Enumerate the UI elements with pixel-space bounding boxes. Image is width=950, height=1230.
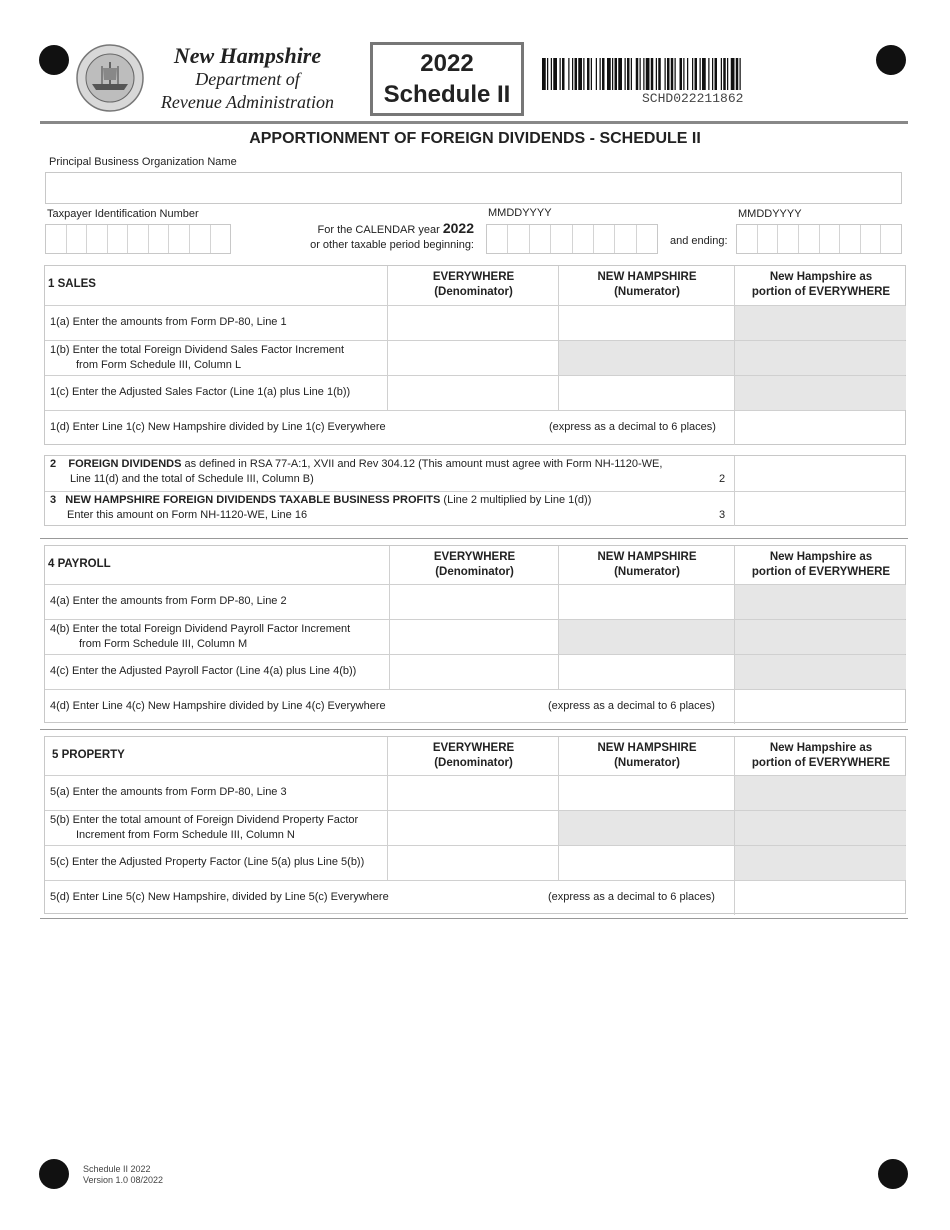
barcode-bar bbox=[740, 58, 741, 90]
line-5c-everywhere-input[interactable] bbox=[387, 846, 558, 880]
shaded-cell bbox=[734, 585, 906, 619]
shaded-cell bbox=[734, 620, 906, 654]
barcode-bar bbox=[680, 58, 683, 90]
divider bbox=[40, 538, 908, 539]
barcode-bar bbox=[602, 58, 605, 90]
payroll-title: 4 PAYROLL bbox=[48, 558, 111, 570]
calendar-prefix: For the CALENDAR year bbox=[317, 224, 440, 236]
period-end-input[interactable] bbox=[736, 224, 902, 254]
barcode-bar bbox=[568, 58, 569, 90]
period-begin-input[interactable] bbox=[486, 224, 658, 254]
barcode-bar bbox=[553, 58, 557, 90]
line-5b-everywhere-input[interactable] bbox=[387, 811, 558, 845]
and-ending-label: and ending: bbox=[670, 235, 728, 247]
line-2-ref: 2 bbox=[719, 473, 726, 485]
date-format-begin: MMDDYYYY bbox=[488, 207, 552, 219]
line-5c-nh-input[interactable] bbox=[558, 846, 734, 880]
line-4d-note: (express as a decimal to 6 places) bbox=[548, 700, 715, 712]
line-1d-portion-input[interactable] bbox=[734, 411, 906, 445]
org-name-label: Principal Business Organization Name bbox=[49, 156, 237, 168]
calendar-year-label bbox=[250, 221, 474, 238]
barcode-bar bbox=[587, 58, 590, 90]
barcode-bar bbox=[551, 58, 552, 90]
barcode-bar bbox=[665, 58, 666, 90]
divider bbox=[40, 729, 908, 730]
col-new-hampshire: NEW HAMPSHIRE (Numerator) bbox=[597, 271, 697, 298]
col-everywhere: EVERYWHERE (Denominator) bbox=[433, 551, 516, 578]
registration-mark-bottom-right bbox=[878, 1159, 908, 1189]
org-name-line1: New Hampshire bbox=[173, 43, 322, 68]
line-1b-everywhere-input[interactable] bbox=[387, 341, 558, 375]
line-4a-nh-input[interactable] bbox=[558, 585, 734, 619]
shaded-cell bbox=[734, 811, 906, 845]
line-4c-nh-input[interactable] bbox=[558, 655, 734, 689]
col-new-hampshire: NEW HAMPSHIRE (Numerator) bbox=[597, 742, 697, 769]
col-everywhere: EVERYWHERE (Denominator) bbox=[432, 271, 515, 298]
org-name-line2: Department of bbox=[195, 69, 300, 89]
line-4b-label: 4(b) Enter the total Foreign Dividend Payroll Factor Increment from Form Schedule III, Column M bbox=[50, 623, 351, 650]
barcode-bar bbox=[600, 58, 601, 90]
barcode-bar bbox=[727, 58, 728, 90]
barcode-bar bbox=[618, 58, 622, 90]
line-4c-label: 4(c) Enter the Adjusted Payroll Factor (Line 4(a) plus Line 4(b)) bbox=[50, 665, 357, 677]
line-4a-everywhere-input[interactable] bbox=[389, 585, 558, 619]
barcode-bar bbox=[627, 58, 630, 90]
barcode-bar bbox=[612, 58, 613, 90]
line-4c-everywhere-input[interactable] bbox=[389, 655, 558, 689]
shaded-cell bbox=[558, 811, 734, 845]
barcode-bar bbox=[562, 58, 565, 90]
line-3-ref: 3 bbox=[719, 509, 726, 521]
date-format-end: MMDDYYYY bbox=[738, 208, 802, 220]
page-title: APPORTIONMENT OF FOREIGN DIVIDENDS - SCHEDULE II bbox=[249, 130, 701, 147]
barcode-bar bbox=[692, 58, 693, 90]
shaded-cell bbox=[734, 306, 906, 340]
registration-mark-top-left bbox=[39, 45, 69, 75]
dividends-table bbox=[44, 455, 906, 526]
barcode-bar bbox=[643, 58, 644, 90]
col-portion: New Hampshire as portion of EVERYWHERE bbox=[751, 551, 891, 578]
barcode-bar bbox=[675, 58, 676, 90]
line-1a-label: 1(a) Enter the amounts from Form DP-80, Line 1 bbox=[50, 316, 287, 328]
line-4d-portion-input[interactable] bbox=[734, 690, 906, 724]
property-title: 5 PROPERTY bbox=[52, 749, 125, 761]
calendar-year: 2022 bbox=[442, 220, 474, 236]
barcode-bar bbox=[583, 58, 584, 90]
period-beginning-label: or other taxable period beginning: bbox=[310, 239, 474, 251]
org-name-input[interactable] bbox=[45, 172, 902, 204]
line-4a-label: 4(a) Enter the amounts from Form DP-80, Line 2 bbox=[50, 595, 287, 607]
line-5c-label: 5(c) Enter the Adjusted Property Factor (Line 5(a) plus Line 5(b)) bbox=[50, 856, 365, 868]
org-name-line3: Revenue Administration bbox=[160, 92, 335, 112]
line-5a-label: 5(a) Enter the amounts from Form DP-80, Line 3 bbox=[50, 786, 287, 798]
barcode-bar bbox=[640, 58, 641, 90]
barcode-bar bbox=[715, 58, 718, 90]
line-5d-note: (express as a decimal to 6 places) bbox=[548, 891, 715, 903]
barcode-bar bbox=[631, 58, 632, 90]
line-1c-nh-input[interactable] bbox=[558, 376, 734, 410]
line-1b-label: 1(b) Enter the total Foreign Dividend Sales Factor Increment from Form Schedule III, Column L bbox=[50, 344, 345, 371]
barcode-bar bbox=[702, 58, 706, 90]
tin-input[interactable] bbox=[45, 224, 231, 254]
shaded-cell bbox=[558, 620, 734, 654]
state-seal-icon bbox=[76, 44, 144, 112]
barcode-bar bbox=[683, 58, 684, 90]
barcode-bar bbox=[695, 58, 698, 90]
barcode-bar bbox=[721, 58, 722, 90]
barcode-bar bbox=[687, 58, 688, 90]
line-5d-portion-input[interactable] bbox=[734, 881, 906, 915]
barcode-bar bbox=[700, 58, 701, 90]
col-everywhere: EVERYWHERE (Denominator) bbox=[432, 742, 515, 769]
property-table bbox=[44, 736, 906, 914]
col-portion: New Hampshire as portion of EVERYWHERE bbox=[751, 271, 891, 298]
barcode-bar bbox=[671, 58, 674, 90]
barcode-text: SCHD022211862 bbox=[642, 91, 744, 106]
line-5b-label: 5(b) Enter the total amount of Foreign Dividend Property Factor Increment from Form Schedule III, Column N bbox=[50, 814, 359, 841]
col-new-hampshire: NEW HAMPSHIRE (Numerator) bbox=[597, 551, 697, 578]
sales-table bbox=[44, 265, 906, 445]
tin-label: Taxpayer Identification Number bbox=[47, 208, 199, 220]
line-5a-everywhere-input[interactable] bbox=[387, 776, 558, 810]
shaded-cell bbox=[734, 341, 906, 375]
barcode-bar bbox=[712, 58, 713, 90]
barcode-bar bbox=[596, 58, 597, 90]
barcode-bar bbox=[615, 58, 618, 90]
barcode-bar bbox=[607, 58, 611, 90]
line-1d-label: 1(d) Enter Line 1(c) New Hampshire divided by Line 1(c) Everywhere bbox=[50, 421, 386, 433]
line-4b-everywhere-input[interactable] bbox=[389, 620, 558, 654]
barcode-bar bbox=[542, 58, 546, 90]
line-1a-nh-input[interactable] bbox=[558, 306, 734, 340]
shaded-cell bbox=[734, 776, 906, 810]
barcode-bar bbox=[646, 58, 650, 90]
registration-mark-bottom-left bbox=[39, 1159, 69, 1189]
shaded-cell bbox=[734, 655, 906, 689]
barcode-bar bbox=[723, 58, 726, 90]
barcode-bar bbox=[560, 58, 561, 90]
form-name: Schedule II bbox=[383, 81, 511, 108]
shaded-cell bbox=[558, 341, 734, 375]
payroll-table bbox=[44, 545, 906, 723]
col-portion: New Hampshire as portion of EVERYWHERE bbox=[751, 742, 891, 769]
footer-version: Version 1.0 08/2022 bbox=[83, 1175, 164, 1185]
barcode-bar bbox=[625, 58, 626, 90]
shaded-cell bbox=[734, 376, 906, 410]
barcode-bar bbox=[656, 58, 657, 90]
footer-form-name: Schedule II 2022 bbox=[83, 1164, 151, 1174]
line-2-input[interactable] bbox=[734, 456, 906, 491]
barcode-bar bbox=[575, 58, 578, 90]
barcode-bar bbox=[591, 58, 592, 90]
form-year: 2022 bbox=[420, 50, 474, 77]
line-1c-label: 1(c) Enter the Adjusted Sales Factor (Line 1(a) plus Line 1(b)) bbox=[50, 386, 351, 398]
barcode-bar bbox=[636, 58, 639, 90]
barcode-bar bbox=[736, 58, 739, 90]
divider bbox=[40, 918, 908, 919]
line-5a-nh-input[interactable] bbox=[558, 776, 734, 810]
line-1a-everywhere-input[interactable] bbox=[387, 306, 558, 340]
barcode-bar bbox=[658, 58, 661, 90]
barcode-bar bbox=[578, 58, 582, 90]
line-5d-label: 5(d) Enter Line 5(c) New Hampshire, divided by Line 5(c) Everywhere bbox=[50, 891, 389, 903]
barcode-bar bbox=[731, 58, 735, 90]
form-title-box bbox=[370, 42, 524, 116]
barcode bbox=[542, 58, 860, 90]
line-1c-everywhere-input[interactable] bbox=[387, 376, 558, 410]
line-4d-label: 4(d) Enter Line 4(c) New Hampshire divided by Line 4(c) Everywhere bbox=[50, 700, 386, 712]
barcode-bar bbox=[708, 58, 709, 90]
barcode-bar bbox=[547, 58, 548, 90]
shaded-cell bbox=[734, 846, 906, 880]
line-1d-note: (express as a decimal to 6 places) bbox=[549, 421, 716, 433]
sales-title: 1 SALES bbox=[48, 278, 96, 290]
line-3-label: 3 NEW HAMPSHIRE FOREIGN DIVIDENDS TAXABLE BUSINESS PROFITS (Line 2 multiplied by Line 1(d)) Enter this amount on Form NH-1120-WE, Line 16 bbox=[50, 494, 592, 521]
barcode-bar bbox=[651, 58, 654, 90]
line-2-label: 2 FOREIGN DIVIDENDS as defined in RSA 77-A:1, XVII and Rev 304.12 (This amount must agree with Form NH-1120-WE, Line 11(d) and the total of Schedule III, Column B) bbox=[50, 458, 663, 485]
header-rule bbox=[40, 121, 908, 124]
barcode-bar bbox=[667, 58, 670, 90]
barcode-bar bbox=[572, 58, 573, 90]
line-3-input[interactable] bbox=[734, 492, 906, 526]
registration-mark-top-right bbox=[876, 45, 906, 75]
